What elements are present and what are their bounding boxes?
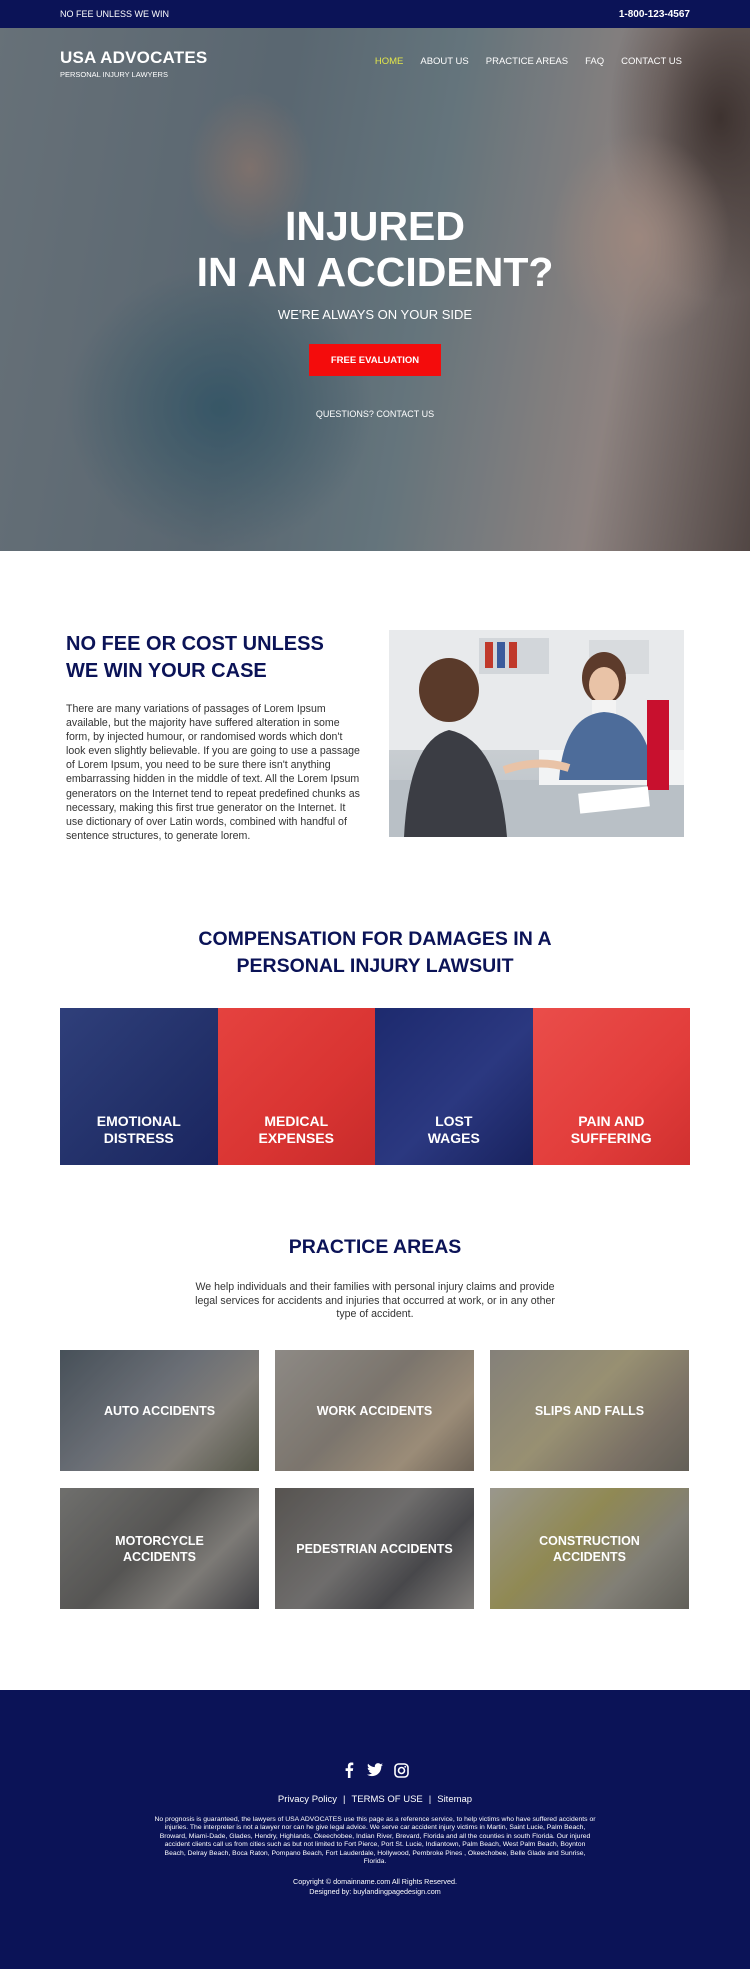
- social-links: [0, 1762, 750, 1778]
- lawyer-client-meeting-image: [389, 630, 684, 837]
- medical-expenses-tile[interactable]: [218, 1008, 376, 1165]
- motorcycle-accidents-tile[interactable]: [60, 1488, 259, 1609]
- tile-label: [561, 1113, 661, 1147]
- brand-tagline: PERSONAL INJURY LAWYERS: [60, 70, 168, 79]
- instagram-icon[interactable]: [393, 1762, 409, 1778]
- nav-faq[interactable]: FAQ: [585, 56, 605, 67]
- tile-label: [70, 1533, 250, 1565]
- no-fee-heading-line2: WE WIN YOUR CASE: [66, 660, 267, 682]
- terms-of-use-link[interactable]: TERMS OF USE: [351, 1794, 423, 1805]
- tile-label-line1: AUTO ACCIDENTS: [103, 1403, 216, 1418]
- tile-label: [404, 1113, 504, 1147]
- tile-label: [285, 1403, 465, 1419]
- legal-disclaimer: No prognosis is guaranteed, the lawyers of USA ADVOCATES use this page as a reference service, to help victims who have suffered accidents or injuries. The interpreter is not a lawyer nor can he give legal advice. We serve car accident injury victims in Martin, Saint Lucie, Palm Beach, Broward, Miami-Dade, Glades, Hendry, Highlands, Okeechobee, Indian River, Brevard, Florida and all the counties in south Florida. Our injured accident clients call us from cities such as but not limited to Fort Pierce, Port St. Lucie, Indiantown, Palm Beach, West Palm Beach, Boynton Beach, Delray Beach, Boca Raton, Pompano Beach, Fort Lauderdale, Hollywood, Pembroke Pines , Okeechobee, Belle Glade and Sunrise, Florida.: [154, 1816, 596, 1866]
- twitter-icon[interactable]: [367, 1762, 383, 1778]
- tile-label-line1: PEDESTRIAN ACCIDENTS: [296, 1541, 453, 1556]
- free-evaluation-button[interactable]: FREE EVALUATION: [309, 344, 441, 376]
- brand-logo[interactable]: [60, 48, 207, 79]
- brand-name: USA ADVOCATES: [60, 48, 208, 67]
- emotional-distress-tile[interactable]: [60, 1008, 218, 1165]
- top-bar: [0, 0, 750, 28]
- tile-label-line1: PAIN AND: [578, 1113, 645, 1129]
- tile-label-line2: WAGES: [427, 1130, 480, 1146]
- footer-links: [0, 1794, 750, 1805]
- no-fee-body: There are many variations of passages of Lorem Ipsum available, but the majority have suffered alteration in some form, by injected humour, or randomised words which don't look even slightly believable. If you are going to use a passage of Lorem Ipsum, you need to be sure there isn't anything embarrassing hidden in the middle of text. All the Lorem Ipsum generators on the Internet tend to repeat predefined chunks as necessary, making this first true generator on the Internet. It use dictionary of over Latin words, combined with handful of sentence structures, to generate lorem.: [66, 703, 360, 842]
- tile-label: [89, 1113, 189, 1147]
- sitemap-link[interactable]: Sitemap: [437, 1794, 473, 1805]
- no-fee-section: [0, 551, 750, 881]
- hero-section: [0, 28, 750, 551]
- tile-label: [285, 1541, 465, 1557]
- facebook-icon[interactable]: [341, 1762, 357, 1778]
- pain-and-suffering-tile[interactable]: [533, 1008, 691, 1165]
- tile-label: [246, 1113, 346, 1147]
- tile-label-line1: EMOTIONAL: [96, 1113, 181, 1129]
- tile-label-line1: WORK ACCIDENTS: [316, 1403, 433, 1418]
- construction-accidents-tile[interactable]: [490, 1488, 689, 1609]
- nav-home[interactable]: HOME: [374, 56, 404, 67]
- hero-title-line2: IN AN ACCIDENT?: [196, 249, 554, 295]
- lost-wages-tile[interactable]: [375, 1008, 533, 1165]
- no-fee-heading: [66, 631, 356, 685]
- tile-label-line2: SUFFERING: [570, 1130, 652, 1146]
- hero-subtitle: WE'RE ALWAYS ON YOUR SIDE: [277, 307, 473, 322]
- tile-label-line2: ACCIDENTS: [553, 1549, 626, 1564]
- compensation-heading-line2: PERSONAL INJURY LAWSUIT: [236, 955, 514, 977]
- privacy-policy-link[interactable]: Privacy Policy: [277, 1794, 338, 1805]
- tile-label-line1: MOTORCYCLE: [115, 1533, 204, 1548]
- slips-and-falls-tile[interactable]: [490, 1350, 689, 1471]
- auto-accidents-tile[interactable]: [60, 1350, 259, 1471]
- footer: [0, 1690, 750, 1969]
- tile-label: [500, 1533, 680, 1565]
- hero-title: [0, 203, 750, 295]
- tile-label-line2: ACCIDENTS: [123, 1549, 196, 1564]
- practice-areas-intro: We help individuals and their families with personal injury claims and provide legal services for accidents and injuries that occurred at work, or in any other type of accident.: [195, 1281, 555, 1320]
- questions-contact-link[interactable]: QUESTIONS? CONTACT US: [315, 409, 435, 419]
- pedestrian-accidents-tile[interactable]: [275, 1488, 474, 1609]
- compensation-heading-line1: COMPENSATION FOR DAMAGES IN A: [198, 928, 552, 950]
- tile-label-line1: CONSTRUCTION: [539, 1533, 640, 1548]
- tile-label-line1: MEDICAL: [264, 1113, 329, 1129]
- tile-label: [500, 1403, 680, 1419]
- no-fee-text: NO FEE UNLESS WE WIN: [60, 9, 170, 19]
- tile-label-line2: DISTRESS: [103, 1130, 174, 1146]
- copyright: [0, 1877, 750, 1897]
- nav-practice-areas[interactable]: PRACTICE AREAS: [485, 56, 569, 67]
- practice-areas-grid: [60, 1350, 690, 1609]
- no-fee-heading-line1: NO FEE OR COST UNLESS: [66, 633, 324, 655]
- compensation-heading: [0, 926, 750, 980]
- tile-label-line1: SLIPS AND FALLS: [534, 1403, 645, 1418]
- designed-by-text[interactable]: Designed by: buylandingpagedesign.com: [309, 1887, 441, 1896]
- compensation-tiles: [60, 1008, 690, 1165]
- footer-separator: |: [343, 1794, 346, 1805]
- nav-about-us[interactable]: ABOUT US: [420, 56, 469, 67]
- phone-number[interactable]: 1-800-123-4567: [618, 8, 690, 20]
- copyright-text: Copyright © domainname.com All Rights Reserved.: [293, 1877, 457, 1886]
- tile-label: [70, 1403, 250, 1419]
- footer-separator: |: [428, 1794, 432, 1805]
- nav-contact-us[interactable]: CONTACT US: [621, 56, 682, 67]
- work-accidents-tile[interactable]: [275, 1350, 474, 1471]
- tile-label-line2: EXPENSES: [258, 1130, 334, 1146]
- practice-areas-heading: PRACTICE AREAS: [288, 1236, 462, 1258]
- tile-label-line1: LOST: [435, 1113, 473, 1129]
- hero-title-line1: INJURED: [285, 203, 465, 249]
- main-nav: [375, 56, 682, 67]
